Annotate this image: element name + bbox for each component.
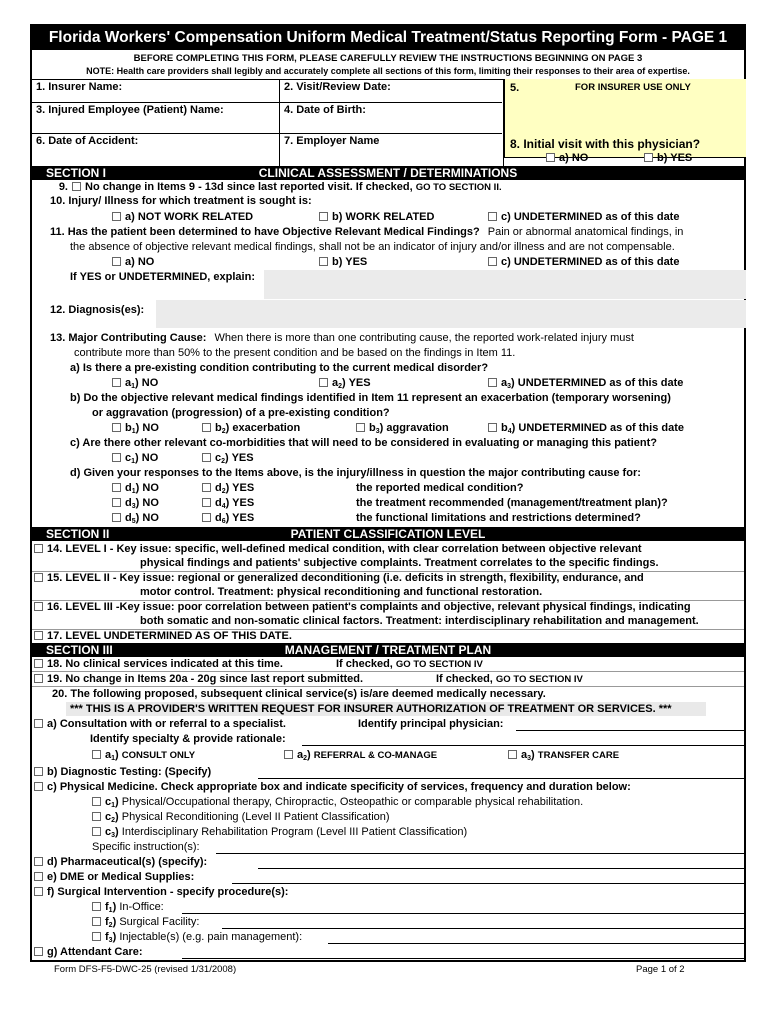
insurer-name-field[interactable] — [32, 79, 280, 102]
dme-input[interactable] — [232, 883, 744, 884]
section-2-header — [32, 527, 744, 541]
item-18-label: 18. No clinical services indicated at this time. — [47, 658, 283, 670]
item-20d-option[interactable] — [34, 856, 207, 869]
item-20a-spec: Identify specialty & provide rationale: — [90, 733, 286, 745]
item-20b-option[interactable] — [34, 766, 211, 779]
level-undetermined-option[interactable] — [34, 630, 292, 643]
level-undetermined-label: 17. LEVEL UNDETERMINED AS OF THIS DATE. — [47, 630, 292, 642]
injectables-input[interactable] — [328, 943, 744, 944]
accident-date-label: 6. Date of Accident: — [36, 135, 139, 147]
item-11-c[interactable] — [488, 256, 679, 269]
instructions-line-2: NOTE: Health care providers shall legibly and accurately complete all sections of this form, limiting their responses to their area of expertise. — [86, 66, 690, 76]
section-3-title: MANAGEMENT / TREATMENT PLAN — [284, 643, 492, 657]
checkbox-icon[interactable] — [34, 857, 43, 866]
surgical-facility-input[interactable] — [222, 928, 744, 929]
item-18-option[interactable] — [34, 658, 283, 671]
item-20c-label: c) Physical Medicine. Check appropriate box and indicate specificity of services, frequency and duration below: — [47, 781, 631, 793]
checkbox-icon[interactable] — [112, 423, 121, 432]
item-20c-3-label: Interdisciplinary Rehabilitation Program (Level III Patient Classification) — [121, 826, 468, 838]
item-20f-2[interactable]: $f_2$) Surgical Facility: — [92, 916, 199, 932]
item-13b-2[interactable]: $b_2$) exacerbation — [202, 422, 300, 438]
item-13c-question: c) Are there other relevant co-morbidities that will need to be considered in evaluating or managing this patient? — [70, 437, 657, 449]
item-13b-3[interactable]: $b_3$) aggravation — [356, 422, 449, 438]
item-12-label: 12. Diagnosis(es): — [50, 304, 145, 316]
visit-date-label: 2. Visit/Review Date: — [284, 81, 391, 93]
form-title: Florida Workers' Compensation Uniform Medical Treatment/Status Reporting Form - PAGE 1 — [32, 26, 744, 50]
checkbox-icon[interactable] — [319, 212, 328, 221]
item-19-if: If checked, — [436, 673, 493, 685]
item-20c-3[interactable]: $c_3$) Interdisciplinary Rehabilitation Program (Level III Patient Classification) — [92, 826, 467, 842]
checkbox-icon[interactable] — [112, 453, 121, 462]
checkbox-icon[interactable] — [112, 378, 121, 387]
item-10-c-label: c) UNDETERMINED as of this date — [501, 211, 680, 223]
checkbox-icon[interactable] — [202, 483, 211, 492]
item-13c-2-label: YES — [231, 452, 254, 464]
item-18-if: If checked, — [336, 658, 393, 670]
item-20a-1[interactable]: $a_1$) CONSULT ONLY — [92, 749, 195, 765]
checkbox-icon[interactable] — [488, 423, 497, 432]
item-20a-3[interactable]: $a_3$) TRANSFER CARE — [508, 749, 619, 765]
checkbox-icon[interactable] — [112, 483, 121, 492]
item-13d-3[interactable]: $d_3$) NO — [112, 497, 159, 513]
level-2-option[interactable] — [34, 572, 644, 585]
item-11-a-label: a) NO — [125, 256, 155, 268]
item-10-a[interactable] — [112, 211, 253, 224]
initial-visit-yes[interactable] — [644, 152, 692, 165]
item-20g-label: g) Attendant Care: — [47, 946, 143, 958]
checkbox-icon[interactable] — [319, 257, 328, 266]
checkbox-icon[interactable] — [34, 872, 43, 881]
item-20f-3-label: Injectable(s) (e.g. pain management): — [119, 931, 303, 943]
checkbox-icon[interactable] — [92, 917, 101, 926]
dob-field[interactable] — [280, 102, 504, 133]
item-13b-2-label: exacerbation — [232, 422, 301, 434]
item-11-explain-input[interactable] — [264, 270, 746, 299]
item-19-goto: GO TO SECTION IV — [495, 674, 583, 685]
employee-name-label: 3. Injured Employee (Patient) Name: — [36, 104, 224, 116]
checkbox-icon[interactable] — [92, 750, 101, 759]
item-13d-2-label: YES — [232, 482, 255, 494]
item-13d-5-label: NO — [142, 512, 159, 524]
item-13-note-2: contribute more than 50% to the present condition and be based on the findings in Item 11. — [74, 347, 516, 359]
form-id: Form DFS-F5-DWC-25 (revised 1/31/2008) — [54, 964, 237, 975]
item-11-explain-label: If YES or UNDETERMINED, explain: — [70, 271, 255, 283]
item-13b-question-1: b) Do the objective relevant medical findings identified in Item 11 represent an exacerbation (temporary worsening) — [70, 392, 671, 404]
item-20g-option[interactable] — [34, 946, 143, 959]
initial-visit-yes-label: b) YES — [657, 152, 693, 164]
checkbox-icon[interactable] — [508, 750, 517, 759]
checkbox-icon[interactable] — [546, 153, 555, 162]
section-2-title: PATIENT CLASSIFICATION LEVEL — [290, 527, 486, 541]
item-13d-q1: the reported medical condition? — [356, 482, 524, 494]
item-20f-label: f) Surgical Intervention - specify procedure(s): — [47, 886, 289, 898]
item-13a-3-label: UNDETERMINED as of this date — [517, 377, 684, 389]
item-20e-option[interactable] — [34, 871, 194, 884]
item-11-a[interactable] — [112, 256, 154, 269]
item-13d-5[interactable]: $d_5$) NO — [112, 512, 159, 528]
item-13c-2[interactable]: $c_2$) YES — [202, 452, 254, 468]
item-20d-label: d) Pharmaceutical(s) (specify): — [47, 856, 208, 868]
section-2-label: SECTION II — [46, 527, 110, 541]
item-13d-4[interactable]: $d_4$) YES — [202, 497, 254, 513]
specialty-input[interactable] — [302, 745, 744, 746]
item-11-note-2: the absence of objective relevant medical findings, shall not be an indicator of injury and/or illness and are not compensable. — [70, 241, 675, 253]
item-20f-1[interactable]: $f_1$) In-Office: — [92, 901, 164, 917]
item-13d-2[interactable]: $d_2$) YES — [202, 482, 254, 498]
checkbox-icon[interactable] — [112, 257, 121, 266]
item-9-goto: GO TO SECTION II. — [415, 182, 502, 193]
item-20-label: 20. The following proposed, subsequent clinical service(s) is/are deemed medically necessary. — [52, 688, 546, 700]
item-13d-q3: the functional limitations and restrictions determined? — [356, 512, 641, 524]
item-13d-6-label: YES — [232, 512, 255, 524]
checkbox-icon[interactable] — [34, 767, 43, 776]
instructions-line-1: BEFORE COMPLETING THIS FORM, PLEASE CAREFULLY REVIEW THE INSTRUCTIONS BEGINNING ON PAGE 3 — [133, 53, 643, 64]
checkbox-icon[interactable] — [202, 513, 211, 522]
in-office-input[interactable] — [182, 913, 744, 914]
item-20c-2[interactable]: $c_2$) Physical Reconditioning (Level II Patient Classification) — [92, 811, 390, 827]
medical-treatment-form — [30, 24, 746, 962]
item-13-note-1: When there is more than one contributing cause, the reported work-related injury must — [214, 332, 634, 344]
visit-date-field[interactable] — [280, 79, 504, 102]
specific-instructions-input[interactable] — [216, 853, 744, 854]
checkbox-icon[interactable] — [284, 750, 293, 759]
item-20f-2-label: Surgical Facility: — [119, 916, 200, 928]
item-20a-option[interactable] — [34, 718, 286, 731]
item-13c-1[interactable]: $c_1$) NO — [112, 452, 158, 468]
item-20c-1-label: Physical/Occupational therapy, Chiropractic, Osteopathic or comparable physical rehabilitation. — [121, 796, 584, 808]
checkbox-icon[interactable] — [112, 212, 121, 221]
level-3-option[interactable] — [34, 601, 691, 614]
item-19-option[interactable] — [34, 673, 363, 686]
diagnostic-testing-input[interactable] — [258, 778, 744, 779]
box-5-number: 5. — [510, 82, 520, 94]
item-20b-label: b) Diagnostic Testing: (Specify) — [47, 766, 212, 778]
level-1-option[interactable] — [34, 543, 642, 556]
item-11-b-label: b) YES — [332, 256, 368, 268]
item-13a-2[interactable]: $a_2$) YES — [319, 377, 371, 393]
item-13d-1-label: NO — [142, 482, 159, 494]
item-13c-1-label: NO — [141, 452, 159, 464]
level-2-label: 15. LEVEL II - Key issue: regional or generalized deconditioning (i.e. deficits in strength, flexibility, endurance, and — [47, 572, 644, 584]
attendant-care-input[interactable] — [182, 958, 744, 959]
insurer-name-label: 1. Insurer Name: — [36, 81, 123, 93]
level-1-label: 14. LEVEL I - Key issue: specific, well-defined medical condition, with clear correlation between objective relevant — [47, 543, 642, 555]
level-3-label: 16. LEVEL III -Key issue: poor correlation between patient's complaints and objective, relevant physical findings, indicating — [47, 601, 691, 613]
item-13d-4-label: YES — [232, 497, 255, 509]
section-1-header — [32, 166, 744, 180]
level-1-desc: physical findings and patients' subjective complaints. Treatment correlates to the specific findings. — [140, 557, 659, 569]
checkbox-icon[interactable] — [202, 453, 211, 462]
item-13b-1[interactable]: $b_1$) NO — [112, 422, 159, 438]
checkbox-icon[interactable] — [34, 719, 43, 728]
item-13a-1[interactable]: $a_1$) NO — [112, 377, 158, 393]
item-13a-question: a) Is there a pre-existing condition contributing to the current medical disorder? — [70, 362, 489, 374]
item-9-row[interactable] — [32, 181, 502, 194]
item-13a-2-label: YES — [348, 377, 371, 389]
item-18-goto: GO TO SECTION IV — [395, 659, 483, 670]
item-20a-1-label: CONSULT ONLY — [121, 750, 196, 761]
checkbox-icon[interactable] — [34, 659, 43, 668]
section-3-label: SECTION III — [46, 643, 113, 657]
principal-physician-input[interactable] — [516, 730, 744, 731]
checkbox-icon[interactable] — [92, 827, 101, 836]
item-11-note-1: Pain or abnormal anatomical findings, in — [487, 226, 684, 238]
item-9-number: 9. — [58, 181, 68, 193]
checkbox-icon[interactable] — [34, 674, 43, 683]
item-20f-3[interactable]: $f_3$) Injectable(s) (e.g. pain management): — [92, 931, 302, 947]
item-20f-1-label: In-Office: — [119, 901, 164, 913]
item-13-label: 13. Major Contributing Cause: — [50, 332, 207, 344]
item-11-c-label: c) UNDETERMINED as of this date — [501, 256, 680, 268]
section-1-title: CLINICAL ASSESSMENT / DETERMINATIONS — [258, 166, 518, 180]
item-13b-4-label: UNDETERMINED as of this date — [518, 422, 685, 434]
checkbox-icon[interactable] — [356, 423, 365, 432]
item-20a-2-label: REFERRAL & CO-MANAGE — [313, 750, 438, 761]
checkbox-icon[interactable] — [92, 812, 101, 821]
item-9-label: No change in Items 9 - 13d since last reported visit. If checked, — [85, 181, 413, 193]
checkbox-icon[interactable] — [112, 513, 121, 522]
initial-visit-question: 8. Initial visit with this physician? — [510, 137, 701, 151]
checkbox-icon[interactable] — [488, 212, 497, 221]
item-13d-1[interactable]: $d_1$) NO — [112, 482, 159, 498]
level-2-desc: motor control. Treatment: physical reconditioning and functional restoration. — [140, 586, 543, 598]
item-20a-label: a) Consultation with or referral to a specialist. — [47, 718, 286, 730]
item-13b-1-label: NO — [142, 422, 159, 434]
checkbox-icon[interactable] — [92, 797, 101, 806]
item-20c-2-label: Physical Reconditioning (Level II Patient Classification) — [121, 811, 390, 823]
checkbox-icon[interactable] — [34, 947, 43, 956]
item-13a-1-label: NO — [141, 377, 159, 389]
item-10-question: 10. Injury/ Illness for which treatment is sought is: — [50, 195, 312, 207]
checkbox-icon[interactable] — [202, 498, 211, 507]
item-13d-q2: the treatment recommended (management/treatment plan)? — [356, 497, 668, 509]
item-20-note: *** THIS IS A PROVIDER'S WRITTEN REQUEST FOR INSURER AUTHORIZATION OF TREATMENT OR SERVICES. *** — [70, 703, 672, 715]
item-20a-ident: Identify principal physician: — [358, 718, 504, 730]
initial-visit-no[interactable] — [546, 152, 588, 165]
item-13d-6[interactable]: $d_6$) YES — [202, 512, 254, 528]
item-20a-3-label: TRANSFER CARE — [537, 750, 620, 761]
checkbox-icon[interactable] — [644, 153, 653, 162]
checkbox-icon[interactable] — [34, 782, 43, 791]
checkbox-icon[interactable] — [112, 498, 121, 507]
item-10-b[interactable] — [319, 211, 434, 224]
pharmaceutical-input[interactable] — [258, 868, 744, 869]
dob-label: 4. Date of Birth: — [284, 104, 366, 116]
item-13d-question: d) Given your responses to the Items above, is the injury/illness in question the major contributing cause for: — [70, 467, 641, 479]
checkbox-icon[interactable] — [92, 932, 101, 941]
checkbox-icon[interactable] — [488, 378, 497, 387]
checkbox-icon[interactable] — [34, 573, 43, 582]
checkbox-icon[interactable] — [34, 544, 43, 553]
checkbox-icon[interactable] — [34, 887, 43, 896]
checkbox-icon[interactable] — [34, 631, 43, 640]
level-3-desc: both somatic and non-somatic clinical factors. Treatment: interdisciplinary rehabilitation and management. — [140, 615, 699, 627]
item-20c-spec: Specific instruction(s): — [92, 841, 200, 853]
item-20c-1[interactable]: $c_1$) Physical/Occupational therapy, Chiropractic, Osteopathic or comparable physical rehabilitation. — [92, 796, 583, 812]
initial-visit-no-label: a) NO — [559, 152, 589, 164]
page-number: Page 1 of 2 — [636, 964, 685, 975]
item-20a-2[interactable]: $a_2$) REFERRAL & CO-MANAGE — [284, 749, 437, 765]
item-20c-option[interactable] — [34, 781, 631, 794]
item-13b-4[interactable]: $b_4$) UNDETERMINED as of this date — [488, 422, 684, 438]
item-20e-label: e) DME or Medical Supplies: — [47, 871, 195, 883]
item-10-b-label: b) WORK RELATED — [332, 211, 435, 223]
item-11-label: 11. Has the patient been determined to have Objective Relevant Medical Findings? — [50, 226, 480, 238]
item-13b-question-2: or aggravation (progression) of a pre-existing condition? — [92, 407, 390, 419]
item-19-label: 19. No change in Items 20a - 20g since last report submitted. — [47, 673, 364, 685]
item-10-a-label: a) NOT WORK RELATED — [125, 211, 254, 223]
checkbox-icon[interactable] — [202, 423, 211, 432]
checkbox-icon[interactable] — [319, 378, 328, 387]
item-13b-3-label: aggravation — [386, 422, 449, 434]
item-11-b[interactable] — [319, 256, 367, 269]
checkbox-icon[interactable] — [72, 182, 81, 191]
item-13d-3-label: NO — [142, 497, 159, 509]
checkbox-icon[interactable] — [92, 902, 101, 911]
diagnosis-input[interactable] — [156, 300, 746, 328]
insurer-use-label: FOR INSURER USE ONLY — [575, 82, 691, 93]
accident-date-field[interactable] — [32, 133, 280, 166]
checkbox-icon[interactable] — [488, 257, 497, 266]
employee-name-field[interactable] — [32, 102, 280, 133]
employer-name-field[interactable] — [280, 133, 504, 166]
item-11-question — [50, 226, 683, 239]
checkbox-icon[interactable] — [34, 602, 43, 611]
section-1-label: SECTION I — [46, 166, 107, 180]
section-3-header — [32, 643, 744, 657]
item-13a-3[interactable]: $a_3$) UNDETERMINED as of this date — [488, 377, 683, 393]
item-20f-option[interactable] — [34, 886, 288, 899]
item-10-c[interactable] — [488, 211, 679, 224]
employer-name-label: 7. Employer Name — [284, 135, 380, 147]
